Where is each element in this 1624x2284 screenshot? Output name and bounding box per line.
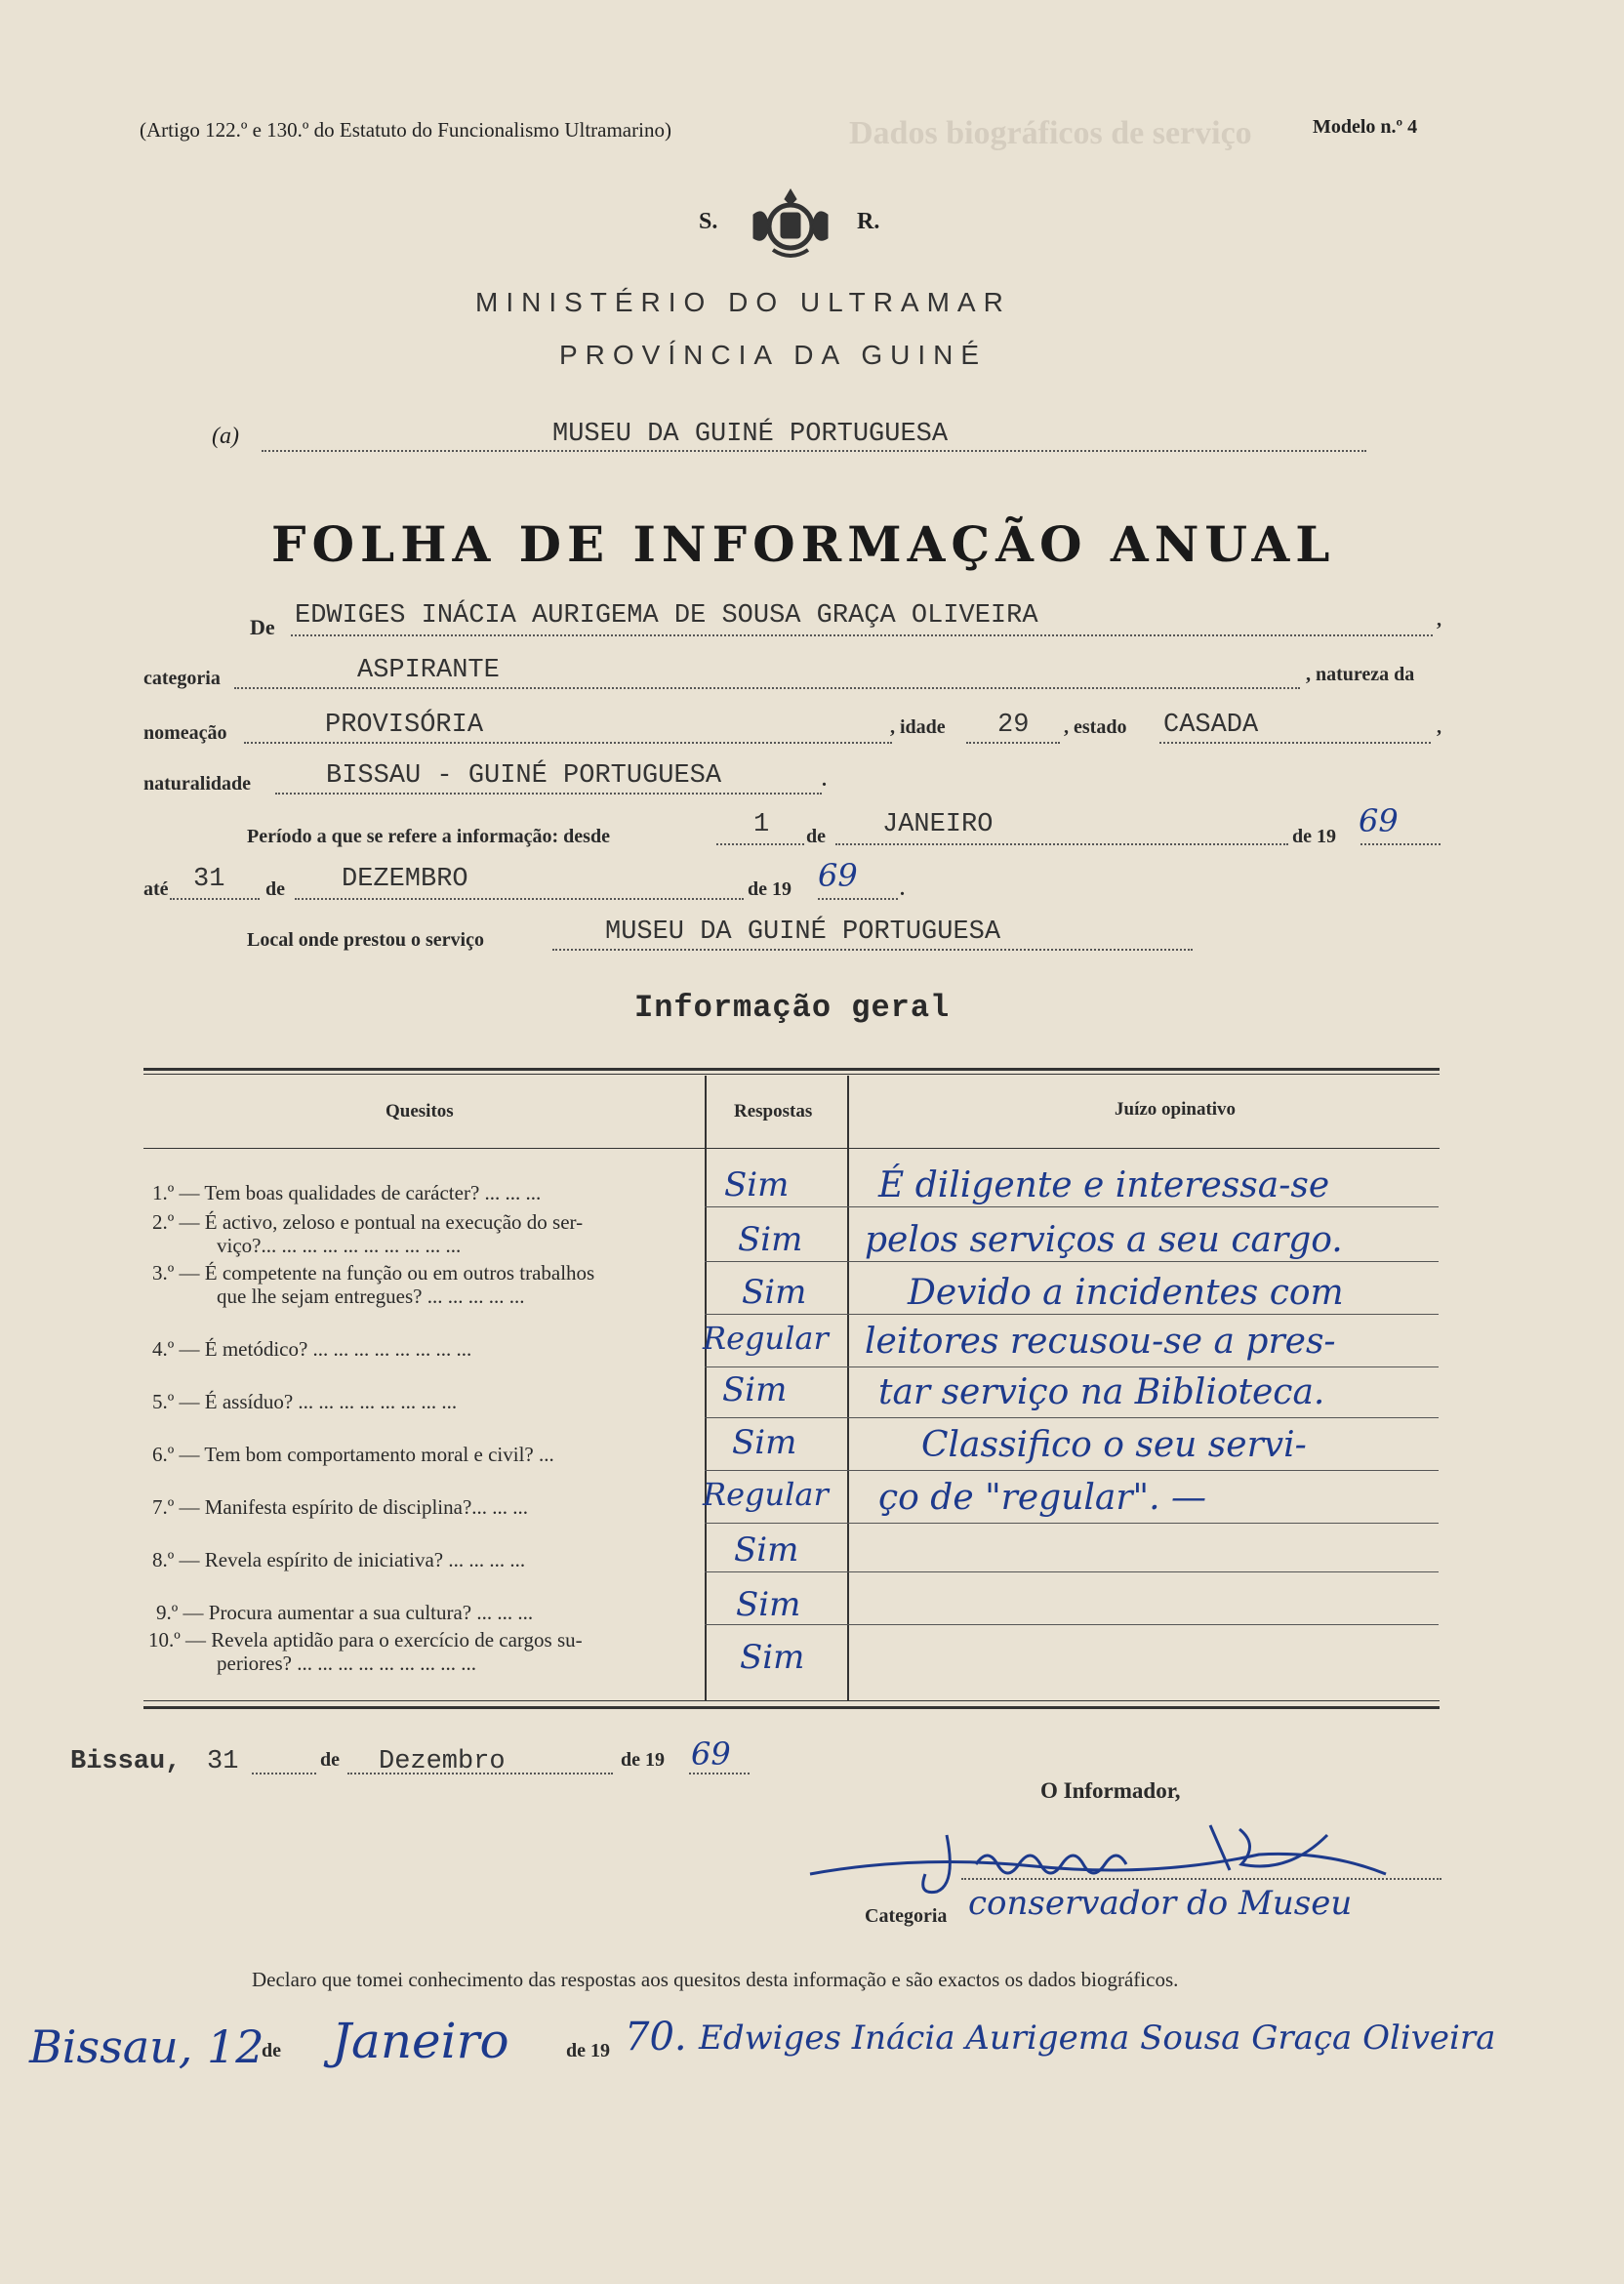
col-header-respostas: Respostas <box>734 1101 813 1122</box>
section-title: Informação geral <box>634 990 951 1026</box>
ate-year-line <box>818 898 898 900</box>
declaration-year: 70. <box>625 2015 687 2060</box>
local-label: Local onde prestou o serviço <box>247 929 484 951</box>
bleed-through-text: Dados biográficos de serviço <box>849 115 1252 151</box>
ate-year-label: de 19 <box>748 878 792 900</box>
model-number: Modelo n.º 4 <box>1313 116 1418 138</box>
question-3a: 3.º — É competente na função ou em outros trabalhos <box>152 1261 595 1285</box>
ate-day-line <box>170 898 260 900</box>
idade-line <box>966 742 1060 744</box>
local-value: MUSEU DA GUINÉ PORTUGUESA <box>605 918 1001 947</box>
declaration-place-date: Bissau, 12 <box>29 2020 264 2073</box>
row-rule-9 <box>705 1624 1439 1625</box>
categoria-label: categoria <box>143 668 221 689</box>
row-rule-3 <box>705 1314 1439 1315</box>
question-7: 7.º — Manifesta espírito de disciplina?... ... ... <box>152 1495 529 1519</box>
table-col-divider-1 <box>705 1076 707 1700</box>
local-line <box>552 949 1193 951</box>
answer-4: Regular <box>703 1320 829 1357</box>
ministry-name: MINISTÉRIO DO ULTRAMAR <box>475 287 1011 317</box>
question-3b: que lhe sejam entregues? ... ... ... ... ... <box>217 1285 525 1308</box>
row-rule-8 <box>705 1571 1439 1572</box>
periodo-year-line <box>1360 843 1441 845</box>
signing-de-label: de <box>320 1749 340 1771</box>
coat-of-arms-emblem <box>744 185 837 264</box>
row-rule-7 <box>705 1523 1439 1524</box>
de-line <box>291 634 1433 636</box>
field-a-line <box>262 450 1366 452</box>
estado-value: CASADA <box>1163 711 1259 740</box>
opinion-line-7: ço de "regular". — <box>878 1478 1207 1518</box>
answer-3: Sim <box>742 1273 807 1312</box>
de-comma: , <box>1437 609 1441 631</box>
naturalidade-line <box>275 793 822 795</box>
periodo-start-day: 1 <box>753 810 770 839</box>
table-col-divider-2 <box>847 1076 849 1700</box>
idade-value: 29 <box>997 711 1030 740</box>
document-title: FOLHA DE INFORMAÇÃO ANUAL <box>271 515 1336 573</box>
ate-de-label: de <box>265 878 285 900</box>
field-a-value: MUSEU DA GUINÉ PORTUGUESA <box>552 420 949 449</box>
field-a-label: (a) <box>212 424 239 449</box>
periodo-de-label: de <box>806 826 826 847</box>
periodo-year-label: de 19 <box>1292 826 1336 847</box>
question-2a: 2.º — É activo, zeloso e pontual na execução do ser- <box>152 1210 584 1234</box>
statute-reference: (Artigo 122.º e 130.º do Estatuto do Funcionalismo Ultramarino) <box>140 118 671 142</box>
declaration-year-label: de 19 <box>566 2040 610 2061</box>
ate-period: . <box>900 878 905 900</box>
nomeacao-line <box>244 742 892 744</box>
ate-label: até <box>143 878 169 900</box>
header-letter-s: S. <box>699 209 718 234</box>
estado-comma: , <box>1437 716 1441 738</box>
table-bottom-rule-thin <box>143 1700 1440 1701</box>
idade-label: , idade <box>890 716 946 738</box>
periodo-label: Período a que se refere a informação: desde <box>247 826 610 847</box>
signing-day: 31 <box>207 1747 239 1776</box>
periodo-start-year: 69 <box>1359 802 1399 839</box>
question-6: 6.º — Tem bom comportamento moral e civil? ... <box>152 1443 554 1466</box>
question-4: 4.º — É metódico? ... ... ... ... ... ... ... ... <box>152 1337 472 1361</box>
de-label: De <box>250 615 275 639</box>
opinion-line-4: leitores recusou-se a pres- <box>865 1322 1336 1362</box>
opinion-line-1: É diligente e interessa-se <box>878 1165 1330 1205</box>
declaration-de-label: de <box>262 2040 281 2061</box>
naturalidade-value: BISSAU - GUINÉ PORTUGUESA <box>326 761 722 791</box>
signing-year-label: de 19 <box>621 1749 665 1771</box>
declaration-text: Declaro que tomei conhecimento das respostas aos quesitos desta informação e são exactos os dados biográficos. <box>252 1968 1179 1991</box>
col-header-quesitos: Quesitos <box>386 1101 454 1122</box>
opinion-line-5: tar serviço na Biblioteca. <box>878 1372 1325 1412</box>
question-10a: 10.º — Revela aptidão para o exercício de cargos su- <box>148 1628 583 1652</box>
opinion-line-2: pelos serviços a seu cargo. <box>865 1220 1343 1260</box>
question-9: 9.º — Procura aumentar a sua cultura? ... ... ... <box>156 1601 534 1624</box>
answer-6: Sim <box>732 1423 797 1462</box>
question-2b: viço?... ... ... ... ... ... ... ... ... ... <box>217 1234 462 1257</box>
natureza-label: , natureza da <box>1306 664 1415 685</box>
end-year: 69 <box>818 857 858 894</box>
categoria-line <box>234 687 1300 689</box>
periodo-month-line <box>835 843 1288 845</box>
question-5: 5.º — É assíduo? ... ... ... ... ... ... ... ... <box>152 1390 458 1413</box>
signature-line <box>961 1878 1441 1880</box>
opinion-line-6: Classifico o seu servi- <box>921 1425 1307 1465</box>
answer-1: Sim <box>724 1165 790 1204</box>
employee-signature: Edwiges Inácia Aurigema Sousa Graça Oliveira <box>699 2019 1496 2058</box>
table-bottom-rule <box>143 1706 1440 1709</box>
estado-label: , estado <box>1064 716 1127 738</box>
question-10b: periores? ... ... ... ... ... ... ... ... ... <box>217 1652 476 1675</box>
signing-day-line <box>252 1773 316 1774</box>
answer-9: Sim <box>736 1585 801 1624</box>
question-8: 8.º — Revela espírito de iniciativa? ... ... ... ... <box>152 1548 526 1571</box>
naturalidade-period: . <box>822 769 827 791</box>
signing-year: 69 <box>691 1735 731 1773</box>
nomeacao-value: PROVISÓRIA <box>325 711 484 740</box>
ate-month-line <box>295 898 744 900</box>
table-header-rule <box>143 1148 1440 1149</box>
row-rule-2 <box>705 1261 1439 1262</box>
question-1: 1.º — Tem boas qualidades de carácter? ... ... ... <box>152 1181 542 1204</box>
informant-category: conservador do Museu <box>968 1884 1353 1923</box>
answer-10: Sim <box>740 1638 805 1677</box>
row-rule-4 <box>705 1366 1439 1367</box>
header-letter-r: R. <box>857 209 880 234</box>
answer-7: Regular <box>703 1476 829 1513</box>
periodo-start-month: JANEIRO <box>882 810 994 839</box>
row-rule-6 <box>705 1470 1439 1471</box>
answer-2: Sim <box>738 1220 803 1259</box>
row-rule-1 <box>705 1206 1439 1207</box>
naturalidade-label: naturalidade <box>143 773 252 795</box>
answer-8: Sim <box>734 1530 799 1570</box>
categoria-value: ASPIRANTE <box>357 656 500 685</box>
opinion-line-3: Devido a incidentes com <box>908 1273 1344 1313</box>
row-rule-5 <box>705 1417 1439 1418</box>
estado-line <box>1159 742 1431 744</box>
periodo-day-line <box>716 843 804 845</box>
informador-label: O Informador, <box>1040 1778 1181 1803</box>
table-top-rule-thin <box>143 1074 1440 1075</box>
categoria-signature-label: Categoria <box>865 1905 948 1927</box>
employee-name: EDWIGES INÁCIA AURIGEMA DE SOUSA GRAÇA OLIVEIRA <box>295 601 1038 631</box>
signing-place: Bissau, <box>70 1747 182 1776</box>
declaration-month: Janeiro <box>332 2013 509 2069</box>
nomeacao-label: nomeação <box>143 722 227 744</box>
table-top-rule <box>143 1068 1440 1071</box>
end-month: DEZEMBRO <box>342 865 468 894</box>
answer-5: Sim <box>722 1370 788 1409</box>
signing-month: Dezembro <box>379 1747 506 1776</box>
col-header-juizo: Juízo opinativo <box>1115 1099 1237 1120</box>
end-day: 31 <box>193 865 225 894</box>
signing-year-line <box>689 1773 750 1774</box>
province-name: PROVÍNCIA DA GUINÉ <box>559 340 988 370</box>
